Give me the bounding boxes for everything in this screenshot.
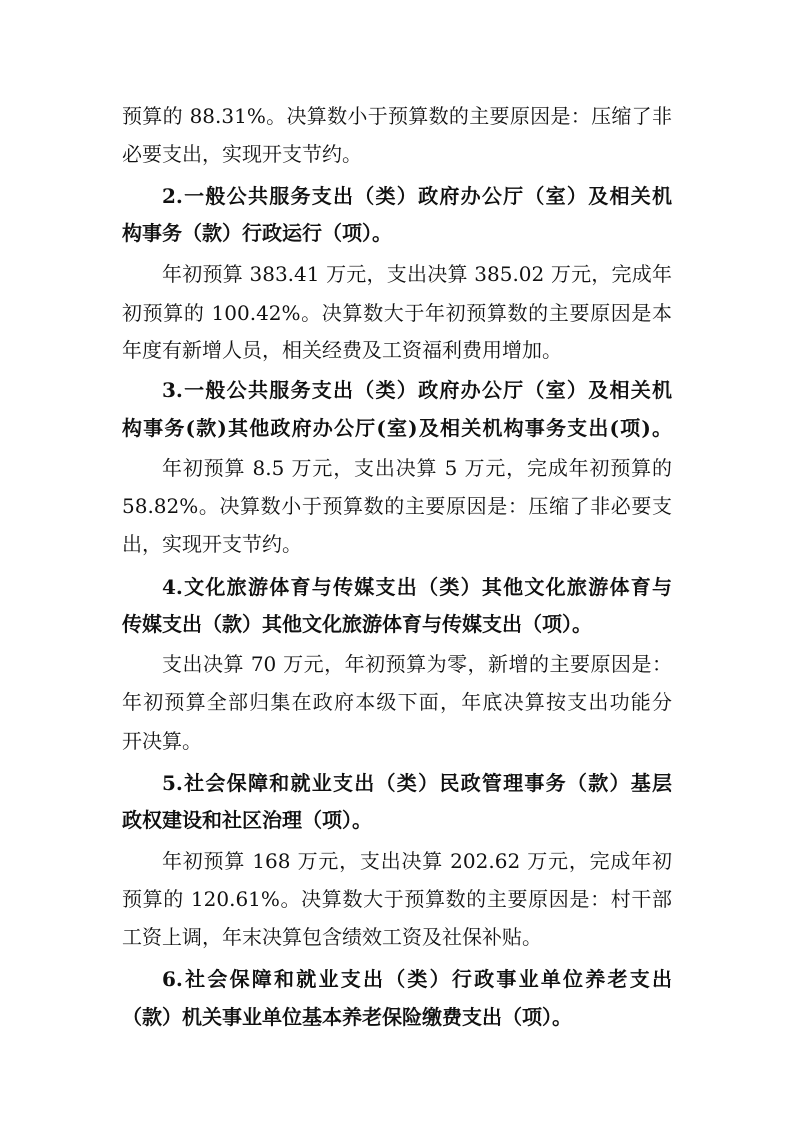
paragraph-line: 58.82%。决算数小于预算数的主要原因是：压缩了非必要支 [122, 494, 672, 518]
section-heading-line: 5.社会保障和就业支出（类）民政管理事务（款）基层 [162, 771, 672, 795]
paragraph-line: 开决算。 [122, 729, 202, 753]
paragraph-line: 必要支出，实现开支节约。 [122, 142, 362, 166]
paragraph-line: 年初预算 168 万元，支出决算 202.62 万元，完成年初 [162, 849, 672, 873]
section-heading-line: 3.一般公共服务支出（类）政府办公厅（室）及相关机 [162, 378, 672, 402]
section-heading-line: 政权建设和社区治理（项）。 [122, 808, 372, 832]
paragraph-line: 预算的 88.31%。决算数小于预算数的主要原因是：压缩了非 [122, 104, 672, 128]
paragraph-line: 初预算的 100.42%。决算数大于年初预算数的主要原因是本 [122, 301, 672, 325]
section-heading-line: 2.一般公共服务支出（类）政府办公厅（室）及相关机 [162, 184, 672, 208]
section-heading-line: 传媒支出（款）其他文化旅游体育与传媒支出（项）。 [122, 612, 592, 636]
section-heading-line: （款）机关事业单位基本养老保险缴费支出（项）。 [122, 1005, 572, 1029]
paragraph-line: 年初预算 383.41 万元，支出决算 385.02 万元，完成年 [162, 262, 672, 286]
section-heading-line: 4.文化旅游体育与传媒支出（类）其他文化旅游体育与 [162, 575, 672, 599]
section-heading-line: 构事务（款）行政运行（项）。 [122, 221, 392, 245]
paragraph-line: 年度有新增人员，相关经费及工资福利费用增加。 [122, 338, 562, 362]
paragraph-line: 工资上调，年末决算包含绩效工资及社保补贴。 [122, 925, 542, 949]
section-heading-line: 6.社会保障和就业支出（类）行政事业单位养老支出 [162, 967, 672, 991]
paragraph-line: 年初预算全部归集在政府本级下面，年底决算按支出功能分 [122, 690, 672, 714]
paragraph-line: 支出决算 70 万元，年初预算为零，新增的主要原因是： [162, 652, 672, 676]
paragraph-line: 出，实现开支节约。 [122, 532, 302, 556]
paragraph-line: 年初预算 8.5 万元，支出决算 5 万元，完成年初预算的 [162, 456, 672, 480]
paragraph-line: 预算的 120.61%。决算数大于预算数的主要原因是：村干部 [122, 887, 672, 911]
section-heading-line: 构事务(款)其他政府办公厅(室)及相关机构事务支出(项)。 [122, 416, 672, 440]
